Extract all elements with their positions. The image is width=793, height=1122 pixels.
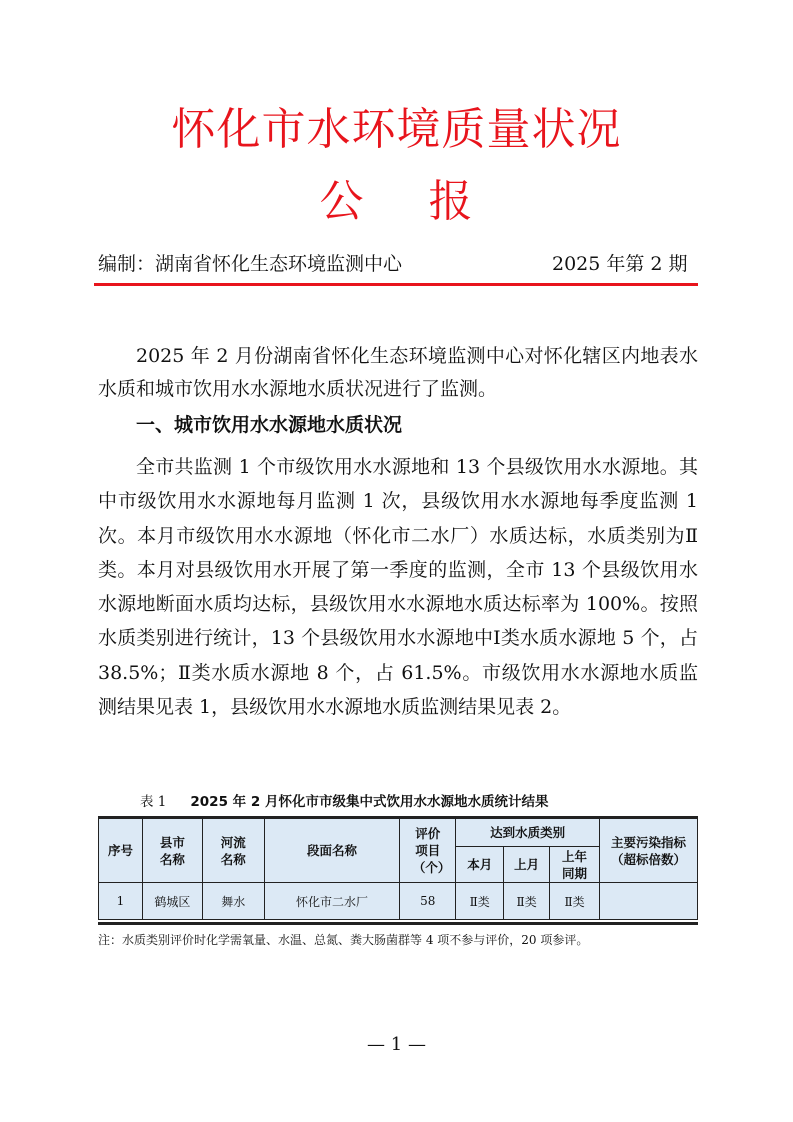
cell-last-month: Ⅱ类 bbox=[504, 883, 550, 920]
table-bottom-rule bbox=[98, 922, 698, 925]
table-caption-number: 表 1 bbox=[140, 794, 167, 810]
water-quality-table bbox=[98, 818, 698, 920]
header-river: 河流名称 bbox=[202, 819, 264, 883]
table-caption bbox=[140, 790, 660, 810]
cell-items: 58 bbox=[400, 883, 456, 920]
intro-paragraph: 2025 年 2 月份湖南省怀化生态环境监测中心对怀化辖区内地表水水质和城市饮用水水源地水质状况进行了监测。 bbox=[98, 345, 698, 400]
header-last-year: 上年同期 bbox=[550, 847, 600, 883]
cell-last-year: Ⅱ类 bbox=[550, 883, 600, 920]
section-heading: 一、城市饮用水水源地水质状况 bbox=[136, 414, 403, 436]
header-divider bbox=[94, 283, 698, 286]
editor-line: 编制：湖南省怀化生态环境监测中心 bbox=[98, 253, 403, 275]
cell-pollutant bbox=[600, 883, 698, 920]
header-seq: 序号 bbox=[99, 819, 143, 883]
cell-river: 舞水 bbox=[202, 883, 264, 920]
report-subtitle bbox=[0, 172, 793, 232]
cell-seq: 1 bbox=[99, 883, 143, 920]
subtitle-char-1: 公 bbox=[319, 176, 365, 227]
cell-this-month: Ⅱ类 bbox=[456, 883, 504, 920]
header-items: 评价项目（个） bbox=[400, 819, 456, 883]
header-pollutant: 主要污染指标（超标倍数） bbox=[600, 819, 698, 883]
issue-number: 2025 年第 2 期 bbox=[552, 253, 688, 275]
report-title: 怀化市水环境质量状况 bbox=[171, 104, 622, 155]
header-section: 段面名称 bbox=[264, 819, 400, 883]
table-row bbox=[99, 883, 698, 920]
header-last-month: 上月 bbox=[504, 847, 550, 883]
section-paragraph: 全市共监测 1 个市级饮用水水源地和 13 个县级饮用水水源地。其中市级饮用水水源地每月监测 1 次，县级饮用水水源地每季度监测 1 次。本月市级饮用水水源地（怀化市二水厂）水质达标，水质类别为Ⅱ类。本月对县级饮用水开展了第一季度的监测，全市 13 个县级饮用水水源地断面水质均达标，县级饮用水水源地水质达标率为 100%。按照水质类别进行统计，13 个县级饮用水水源地中Ⅰ类水质水源地 5 个，占 38.5%；Ⅱ类水质水源地 8 个，占 61.5%。市级饮用水水源地水质监测结果见表 1，县级饮用水水源地水质监测结果见表 2。 bbox=[98, 456, 698, 719]
cell-county: 鹤城区 bbox=[142, 883, 202, 920]
header-quality-group: 达到水质类别 bbox=[456, 819, 600, 847]
subtitle-char-2: 报 bbox=[428, 176, 474, 227]
table-top-rule bbox=[98, 816, 698, 819]
page-number: — 1 — bbox=[367, 1034, 426, 1055]
cell-section: 怀化市二水厂 bbox=[264, 883, 400, 920]
header-county: 县市名称 bbox=[142, 819, 202, 883]
table-note: 注：水质类别评价时化学需氧量、水温、总氮、粪大肠菌群等 4 项不参与评价，20 项参评。 bbox=[98, 933, 589, 947]
table-caption-text: 2025 年 2 月怀化市市级集中式饮用水水源地水质统计结果 bbox=[190, 794, 549, 810]
header-this-month: 本月 bbox=[456, 847, 504, 883]
